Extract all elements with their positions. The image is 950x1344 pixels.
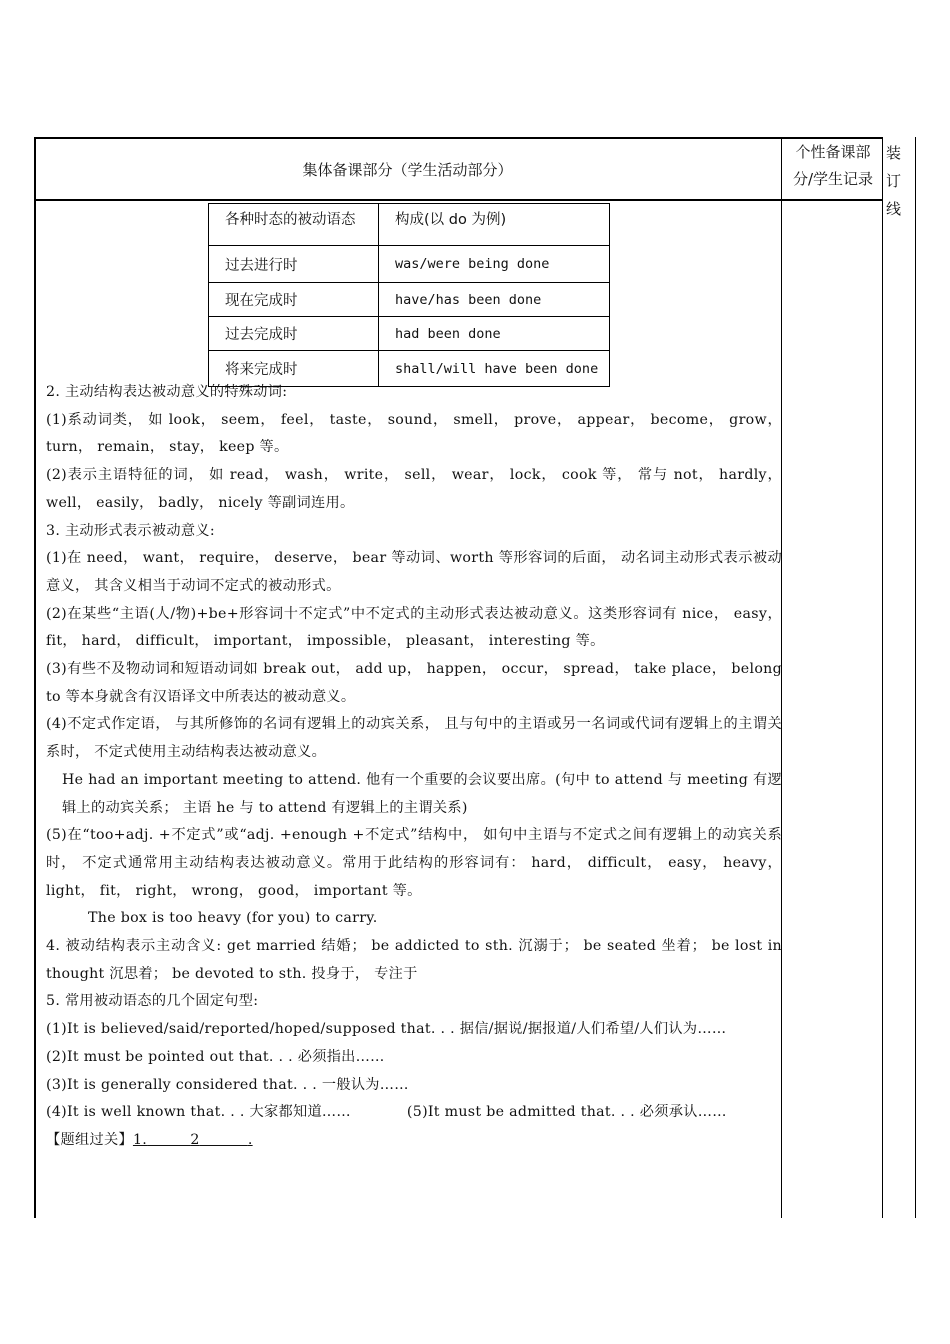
table-cell-form: shall/will have been done — [379, 351, 610, 387]
example-sentence: The box is too heavy (for you) to carry. — [88, 910, 378, 927]
quiz-blank-1[interactable]: 1. 2 . — [132, 1131, 253, 1148]
paragraph: (2)在某些“主语(人/物)+be+形容词十不定式”中不定式的主动形式表达被动意义。这类形容词有 nice， easy， fit， hard， difficult， important， impossible， pleasant， interesting 等。 — [46, 605, 782, 650]
paragraph: (1)系动词类， 如 look， seem， feel， taste， sound， smell， prove， appear， become， grow， turn， remain， stay， keep 等。 — [46, 411, 782, 456]
table-row — [209, 283, 610, 317]
quiz-line — [36, 1127, 782, 1155]
table-cell-tense: 过去完成时 — [209, 317, 379, 351]
binding-char-2: 订 — [886, 172, 902, 190]
section-heading-4: 4. 被动结构表示主动含义: get married 结婚； be addicted to sth. 沉溺于； be seated 坐着； be lost in thought 沉思着； be devoted to sth. 投身于， 专注于 — [46, 938, 782, 982]
pattern-5: (5)It must be admitted that. . . 必须承认…… — [406, 1104, 727, 1121]
table-row — [209, 317, 610, 351]
quiz-label: 【题组过关】 — [46, 1131, 133, 1148]
passive-tense-table — [208, 203, 610, 387]
section-heading-5: 5. 常用被动语态的几个固定句型: — [46, 993, 259, 1010]
paragraph: (3)It is generally considered that. . . 一般认为…… — [46, 1076, 409, 1093]
pattern-4: (4)It is well known that. . . 大家都知道…… — [46, 1104, 351, 1121]
paragraph: (1)在 need， want， require， deserve， bear 等动词、worth 等形容词的后面， 动名词主动形式表示被动意义， 其含义相当于动词不定式的被动形式。 — [46, 550, 782, 594]
table-header-row — [209, 204, 610, 246]
table-cell-form: had been done — [379, 317, 610, 351]
table-row — [209, 246, 610, 283]
paragraph: (4)不定式作定语， 与其所修饰的名词有逻辑上的动宾关系， 且与句中的主语或另一名词或代词有逻辑上的主谓关系时， 不定式使用主动结构表达被动意义。 — [46, 716, 782, 761]
paragraph — [36, 1099, 782, 1127]
frame-top-border — [34, 137, 883, 139]
header-main-title: 集体备课部分（学生活动部分） — [302, 161, 513, 179]
frame-right-border — [915, 137, 916, 1218]
binding-char-1: 装 — [886, 144, 902, 162]
table-cell-form: have/has been done — [379, 283, 610, 317]
paragraph: (2)表示主语特征的词， 如 read， wash， write， sell， wear， lock， cook 等， 常与 not， hardly， well， easily， badly， nicely 等副词连用。 — [46, 467, 782, 511]
paragraph: (1)It is believed/said/reported/hoped/supposed that. . . 据信/据说/据报道/人们希望/人们认为…… — [46, 1021, 727, 1038]
header-side-line1: 个性备课部 — [795, 143, 871, 161]
binding-line-label — [886, 139, 912, 223]
example-sentence: He had an important meeting to attend. 他有一个重要的会议要出席。(句中 to attend 与 meeting 有逻辑上的动宾关系； 主语 he 与 to attend 有逻辑上的主谓关系) — [62, 771, 782, 816]
table-header-cell: 各种时态的被动语态 — [209, 204, 379, 246]
paragraph: (3)有些不及物动词和短语动词如 break out， add up， happen， occur， spread， take place， belong to 等本身就含有汉语译文中所表达的被动意义。 — [46, 661, 782, 705]
table-cell-tense: 将来完成时 — [209, 351, 379, 387]
paragraph: (5)在“too+adj. +不定式”或“adj. +enough +不定式”结构中， 如句中主语与不定式之间有逻辑上的动宾关系时， 不定式通常用主动结构表达被动意义。常用于此结构的形容词有： hard， difficult， easy， heavy， light， fit， right， wrong， good， important 等。 — [46, 827, 782, 899]
table-header-cell: 构成(以 do 为例) — [379, 204, 610, 246]
section-heading-3: 3. 主动形式表示被动意义: — [46, 522, 215, 539]
frame-binding-divider — [882, 137, 883, 1218]
paragraph: (2)It must be pointed out that. . . 必须指出…… — [46, 1048, 385, 1065]
header-side-line2: 分/学生记录 — [792, 170, 874, 188]
section-heading-2: 2. 主动结构表达被动意义的特殊动词: — [46, 384, 288, 400]
table-cell-tense: 现在完成时 — [209, 283, 379, 317]
frame-header-divider — [34, 199, 883, 201]
table-cell-form: was/were being done — [379, 246, 610, 283]
table-cell-tense: 过去进行时 — [209, 246, 379, 283]
lesson-body-text — [36, 379, 782, 1155]
header-side-title — [784, 139, 882, 193]
binding-char-3: 线 — [886, 200, 902, 218]
